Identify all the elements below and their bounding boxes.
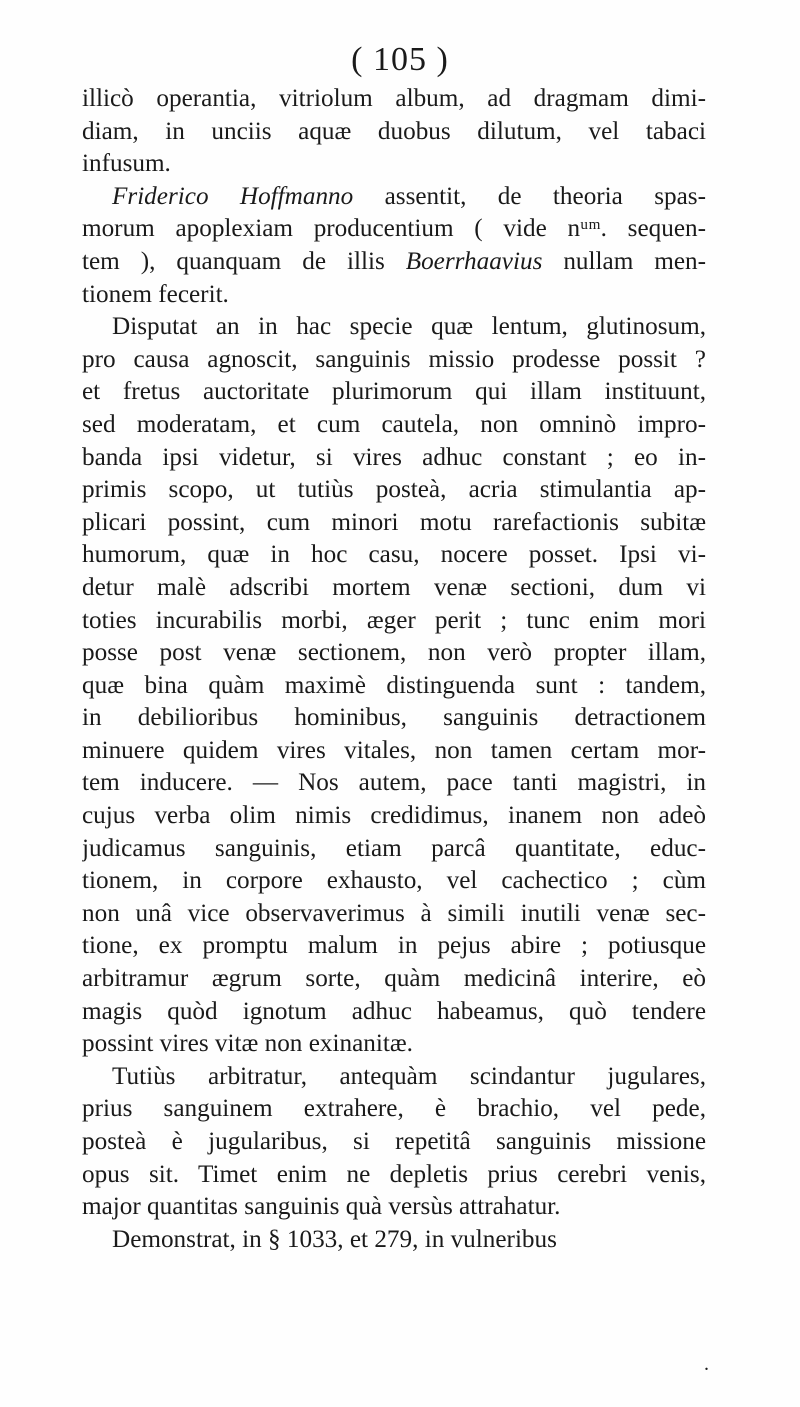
text-line [82, 246, 706, 279]
text-line [82, 572, 706, 605]
text-line [82, 1159, 706, 1192]
text-segment: toties incurabilis morbi, æger perit ; tunc enim mori [82, 606, 706, 634]
text-segment: possint vires vitæ non exinanitæ. [82, 1030, 413, 1058]
text-line [82, 898, 706, 931]
text-line [82, 148, 706, 181]
text-segment: humorum, quæ in hoc casu, nocere posset. Ipsi vi- [82, 541, 706, 569]
text-line [82, 539, 706, 572]
text-line [82, 1061, 706, 1094]
text-line [82, 116, 706, 149]
margin-mark: . [704, 1353, 709, 1375]
text-segment: posse post venæ sectionem, non verò propter illam, [82, 639, 706, 667]
text-segment: Disputat an in hac specie quæ lentum, glutinosum, [112, 313, 706, 341]
text-line [82, 83, 706, 116]
text-line [82, 181, 706, 214]
text-segment: in debilioribus hominibus, sanguinis detractionem [82, 704, 706, 732]
text-line [82, 637, 706, 670]
page-number: ( 105 ) [351, 41, 449, 78]
text-line [82, 833, 706, 866]
italic-name: Boerrhaavius [405, 247, 543, 275]
text-segment: major quantitas sanguinis quà versùs attrahatur. [82, 1193, 561, 1221]
text-line [82, 800, 706, 833]
text-segment: tem inducere. — Nos autem, pace tanti magistri, in [82, 769, 706, 797]
text-segment: detur malè adscribi mortem venæ sectioni, dum vi [82, 573, 706, 601]
text-line [82, 963, 706, 996]
text-line [82, 930, 706, 963]
italic-name: Friderico Hoffmanno [112, 182, 354, 210]
text-segment: Demonstrat, in § 1033, et 279, in vulneribus [112, 1225, 557, 1253]
text-segment: tionem, in corpore exhausto, vel cachectico ; cùm [82, 867, 706, 895]
text-segment: arbitramur ægrum sorte, quàm medicinâ interire, eò [82, 965, 706, 993]
text-line [82, 409, 706, 442]
text-segment: nullam men- [542, 247, 706, 275]
text-line [82, 1028, 706, 1061]
text-segment: cujus verba olim nimis credidimus, inanem non adeò [82, 802, 706, 830]
text-line [82, 311, 706, 344]
text-segment: et fretus auctoritate plurimorum qui illam instituunt, [82, 378, 706, 406]
text-segment: tione, ex promptu malum in pejus abire ; potiusque [82, 932, 706, 960]
text-segment: illicò operantia, vitriolum album, ad dragmam dimi- [82, 85, 706, 112]
text-line [82, 279, 706, 312]
text-segment: morum apoplexiam producentium ( vide nᵘᵐ. sequen- [82, 215, 706, 243]
text-segment: prius sanguinem extrahere, è brachio, vel pede, [82, 1095, 706, 1123]
text-segment: diam, in unciis aquæ duobus dilutum, vel tabaci [82, 117, 706, 145]
text-segment: infusum. [82, 150, 171, 178]
text-line [82, 507, 706, 540]
text-segment: plicari possint, cum minori motu rarefactionis subitæ [82, 508, 706, 536]
text-segment: primis scopo, ut tutiùs posteà, acria stimulantia ap- [82, 476, 706, 504]
text-segment: tem ), quanquam de illis [82, 247, 406, 275]
text-segment: magis quòd ignotum adhuc habeamus, quò tendere [82, 997, 706, 1025]
text-segment: pro causa agnoscit, sanguinis missio prodesse possit ? [82, 345, 706, 373]
text-segment: sed moderatam, et cum cautela, non omninò impro- [82, 410, 706, 438]
text-line [82, 1224, 706, 1257]
text-line [82, 865, 706, 898]
body-text [82, 83, 706, 1256]
text-segment: assentit, de theoria spas- [353, 182, 706, 210]
text-segment: tionem fecerit. [82, 280, 229, 308]
text-segment: opus sit. Timet enim ne depletis prius cerebri venis, [82, 1160, 706, 1188]
text-segment: judicamus sanguinis, etiam parcâ quantitate, educ- [82, 834, 706, 862]
text-segment: minuere quidem vires vitales, non tamen certam mor- [82, 736, 706, 764]
text-line [82, 474, 706, 507]
text-line [82, 767, 706, 800]
text-line [82, 996, 706, 1029]
text-segment: Tutiùs arbitratur, antequàm scindantur jugulares, [112, 1062, 706, 1090]
text-segment: non unâ vice observaverimus à simili inutili venæ sec- [82, 899, 706, 927]
text-segment: quæ bina quàm maximè distinguenda sunt : tandem, [82, 671, 706, 699]
text-line [82, 1093, 706, 1126]
text-line [82, 702, 706, 735]
text-line [82, 1191, 706, 1224]
text-segment: banda ipsi videtur, si vires adhuc constant ; eo in- [82, 443, 706, 471]
text-line [82, 1126, 706, 1159]
text-line [82, 344, 706, 377]
text-line [82, 442, 706, 475]
text-segment: posteà è jugularibus, si repetitâ sanguinis missione [82, 1128, 706, 1155]
text-line [82, 605, 706, 638]
text-line [82, 670, 706, 703]
text-line [82, 213, 706, 246]
text-line [82, 735, 706, 768]
text-line [82, 376, 706, 409]
